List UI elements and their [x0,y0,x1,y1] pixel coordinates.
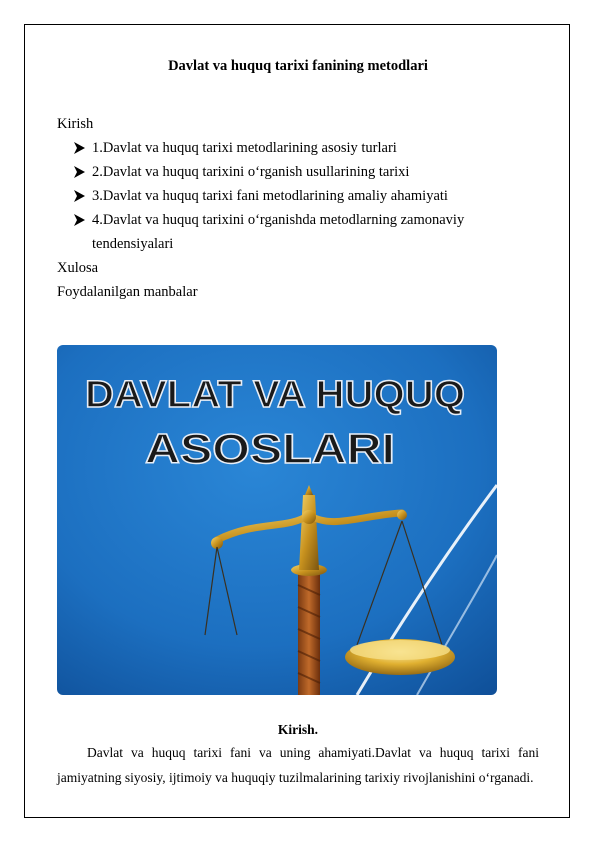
intro-paragraph [57,740,539,790]
banner-title-line1: DAVLAT VA HUQUQ [85,374,465,416]
page-title: Davlat va huquq tarixi fanining metodlari [168,58,428,74]
toc-item-4 [57,208,527,232]
toc-item-label: 4.Davlat va huquq tarixini o‘rganishda metodlarning zamonaviy [92,212,465,228]
toc-item-label: 1.Davlat va huquq tarixi metodlarining asosiy turlari [92,140,397,156]
arrow-bullet-icon [74,214,85,226]
toc-item-label: 3.Davlat va huquq tarixi fani metodlarining amaliy ahamiyati [92,188,448,204]
arrow-bullet-icon [74,190,85,202]
toc-item-1 [57,136,527,160]
paragraph-line-1: Davlat va huquq tarixi fani va uning ahamiyati.Davlat va huquq tarixi fani [87,745,539,760]
paragraph-line-2: jamiyatning siyosiy, ijtimoiy va huquqiy tuzilmalarining tarixiy rivojlanishini o‘rganadi. [57,770,534,785]
arrow-bullet-icon [74,142,85,154]
toc-item-2 [57,160,527,184]
table-of-contents [57,112,527,304]
arrow-bullet-icon [74,166,85,178]
toc-item-label: 2.Davlat va huquq tarixini o‘rganish usullarining tarixi [92,164,410,180]
toc-conclusion: Xulosa [57,260,99,276]
toc-item-4-continuation: tendensiyalari [92,236,174,252]
toc-sources: Foydalanilgan manbalar [57,284,198,300]
banner-image [57,345,497,695]
toc-intro: Kirish [57,116,94,132]
banner-title-line2: ASOSLARI [145,425,395,472]
toc-item-3 [57,184,527,208]
section-heading: Kirish. [277,722,319,737]
